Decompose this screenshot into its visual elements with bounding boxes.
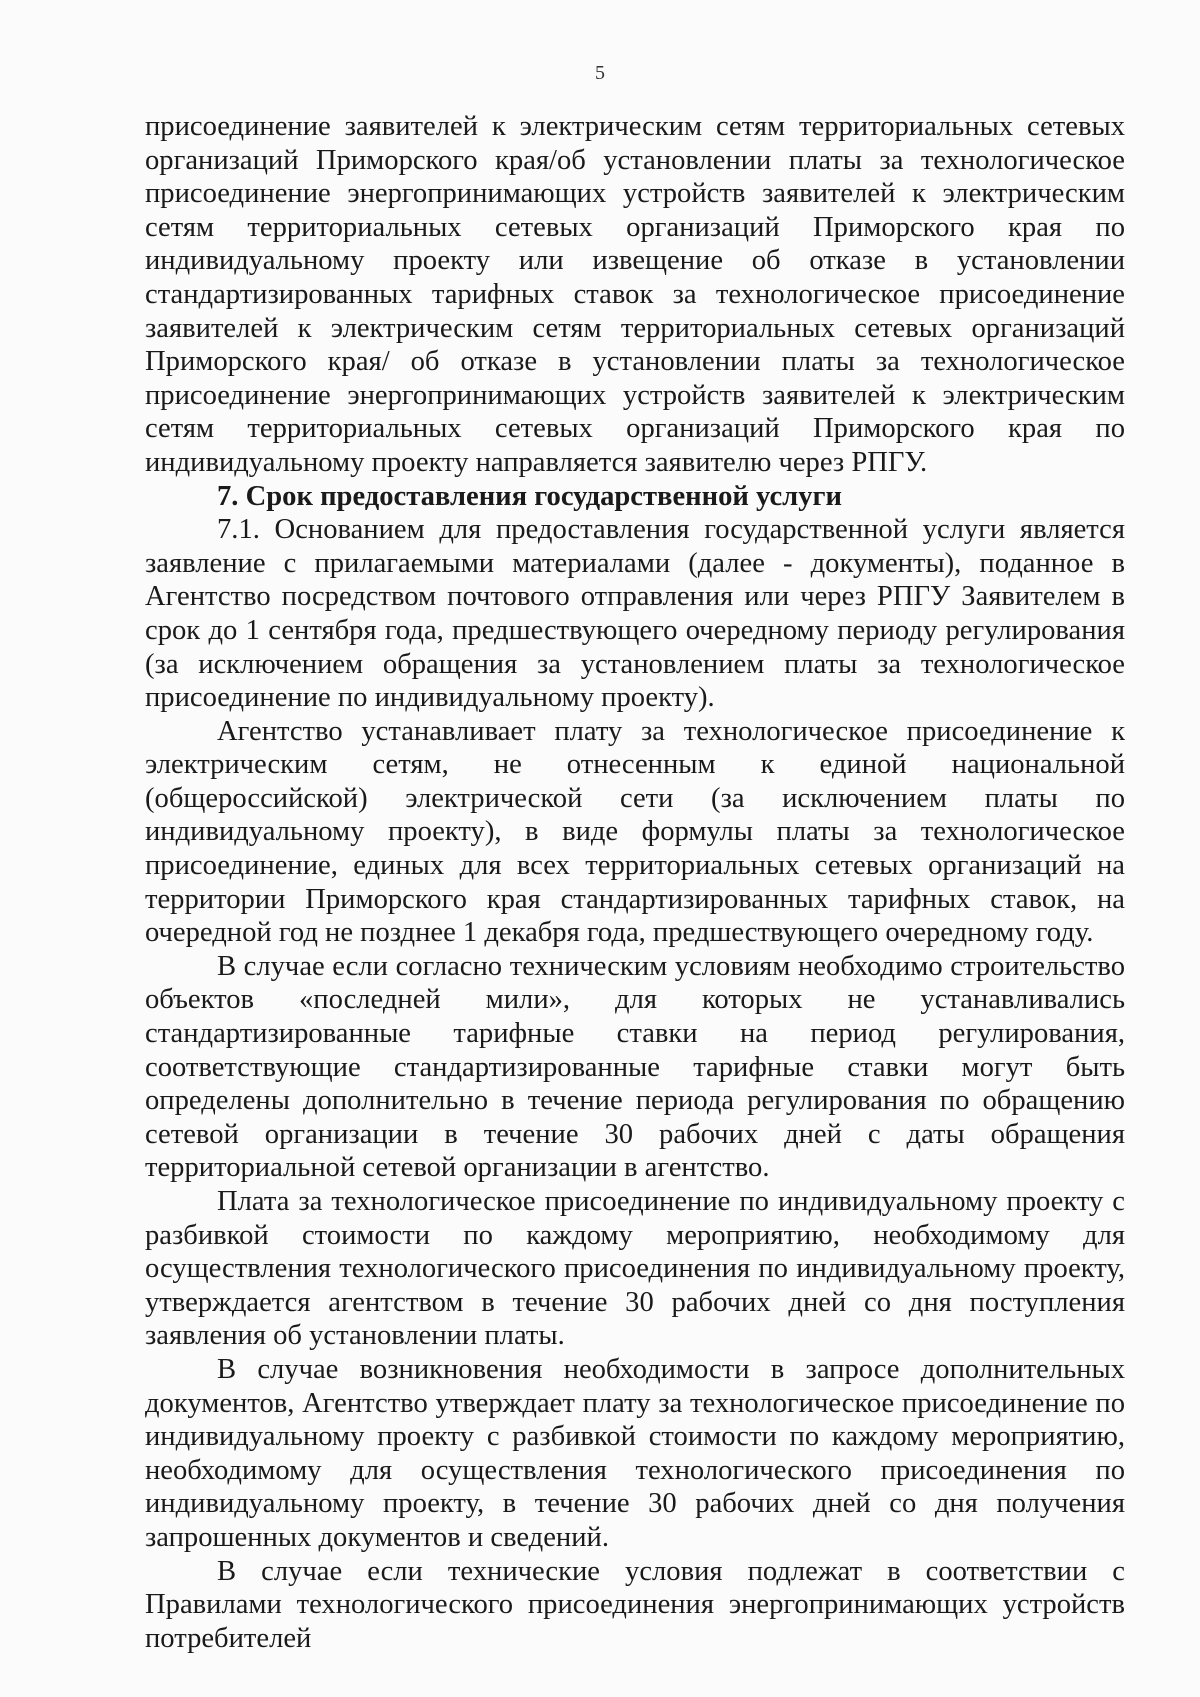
- paragraph-individual-project-fee: Плата за технологическое присоединение по индивидуальному проекту с разбивкой стоимости по каждому мероприятию, необходимому для осуществления технологического присоединения по индивидуальному проекту, утверждается агентством в течение 30 рабочих дней со дня поступления заявления об установлении платы.: [145, 1186, 1125, 1352]
- paragraph-additional-documents: В случае возникновения необходимости в запросе дополнительных документов, Агентство утверждает плату за технологическое присоединение по индивидуальному проекту с разбивкой стоимости по каждому мероприятию, необходимому для осуществления технологического присоединения по индивидуальному проекту, в течение 30 рабочих дней со дня получения запрошенных документов и сведений.: [145, 1353, 1125, 1553]
- paragraph-technical-conditions: В случае если технические условия подлежат в соответствии с Правилами технологического присоединения энергопринимающих устройств потребителей: [145, 1555, 1125, 1654]
- paragraph-continuation: присоединение заявителей к электрическим сетям территориальных сетевых организаций Приморского края/об установлении платы за технологическое присоединение энергопринимающих устройств заявителей к электрическим сетям территориальных сетевых организаций Приморского края по индивидуальному проекту или извещение об отказе в установлении стандартизированных тарифных ставок за технологическое присоединение заявителей к электрическим сетям территориальных сетевых организаций Приморского края/ об отказе в установлении платы за технологическое присоединение энергопринимающих устройств заявителей к электрическим сетям территориальных сетевых организаций Приморского края по индивидуальному проекту направляется заявителю через РПГУ.: [145, 111, 1125, 478]
- paragraph-7-1: 7.1. Основанием для предоставления государственной услуги является заявление с прилагаемыми материалами (далее - документы), поданное в Агентство посредством почтового отправления или через РПГУ Заявителем в срок до 1 сентября года, предшествующего очередному периоду регулирования (за исключением обращения за установлением платы за технологическое присоединение по индивидуальному проекту).: [145, 514, 1125, 714]
- section-heading: 7. Срок предоставления государственной услуги: [217, 480, 842, 512]
- paragraph-last-mile: В случае если согласно техническим условиям необходимо строительство объектов «последней мили», для которых не устанавливались стандартизированные тарифные ставки на период регулирования, соответствующие стандартизированные тарифные ставки могут быть определены дополнительно в течение периода регулирования по обращению сетевой организации в течение 30 рабочих дней с даты обращения территориальной сетевой организации в агентство.: [145, 950, 1125, 1184]
- document-body: [145, 110, 1125, 1655]
- paragraph-tariff-setting: Агентство устанавливает плату за технологическое присоединение к электрическим сетям, не отнесенным к единой национальной (общероссийской) электрической сети (за исключением платы по индивидуальному проекту), в виде формулы платы за технологическое присоединение, единых для всех территориальных сетевых организаций на территории Приморского края стандартизированных тарифных ставок, на очередной год не позднее 1 декабря года, предшествующего очередному году.: [145, 715, 1125, 949]
- page-number: 5: [595, 62, 605, 84]
